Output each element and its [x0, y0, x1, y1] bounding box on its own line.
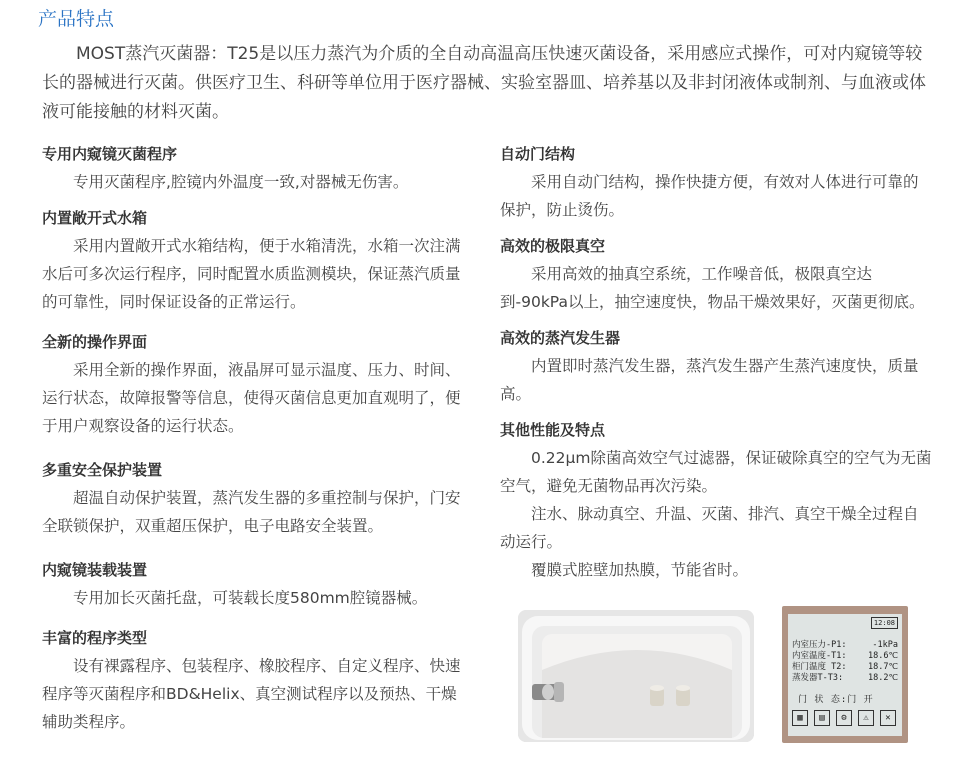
lcd-row-label: 内室温度-T1: [792, 651, 847, 661]
feature-title: 自动门结构 [500, 145, 576, 163]
feature-steam-generator [500, 326, 932, 408]
lcd-row [792, 662, 898, 672]
feature-loading [42, 558, 472, 612]
feature-water-tank [42, 206, 472, 316]
lcd-row-value: -1kPa [872, 640, 898, 650]
feature-text: 专用加长灭菌托盘，可装载长度580mm腔镜器械。 [73, 589, 428, 607]
warning-icon: ⚠ [858, 710, 874, 726]
grid-icon: ▦ [792, 710, 808, 726]
feature-endoscope-program [42, 142, 472, 196]
feature-text: 设有裸露程序、包装程序、橡胶程序、自定义程序、快速程序等灭菌程序和BD&Helix、真空测试程序以及预热、干燥辅助类程序。 [42, 657, 461, 731]
lcd-row-label: 柜门温度 T2: [792, 662, 847, 672]
lcd-row-label: 内室压力-P1: [792, 640, 847, 650]
lcd-icon-bar [792, 710, 898, 728]
lcd-clock: 12:08 [871, 617, 898, 629]
feature-text: 覆膜式腔壁加热膜，节能省时。 [531, 561, 749, 579]
right-column [500, 142, 932, 594]
feature-interface [42, 330, 472, 440]
section-heading: 产品特点 [38, 8, 115, 30]
lcd-row [792, 651, 898, 661]
feature-safety [42, 458, 472, 540]
feature-text: 专用灭菌程序,腔镜内外温度一致,对器械无伤害。 [73, 173, 409, 191]
feature-text: 0.22μm除菌高效空气过滤器，保证破除真空的空气为无菌空气，避免无菌物品再次污染。 [500, 449, 932, 495]
lcd-screen [788, 614, 902, 736]
feature-title: 专用内窥镜灭菌程序 [42, 145, 178, 163]
feature-other [500, 418, 932, 584]
lcd-row-value: 18.6℃ [867, 651, 898, 661]
feature-text: 超温自动保护装置，蒸汽发生器的多重控制与保护，门安全联锁保护，双重超压保护，电子电路安全装置。 [42, 489, 461, 535]
feature-auto-door [500, 142, 932, 224]
gear-icon: ⚙ [836, 710, 852, 726]
feature-title: 高效的极限真空 [500, 237, 606, 255]
feature-text: 内置即时蒸汽发生器，蒸汽发生器产生蒸汽速度快，质量高。 [500, 357, 919, 403]
lcd-row [792, 673, 898, 683]
feature-title: 丰富的程序类型 [42, 629, 148, 647]
feature-title: 多重安全保护装置 [42, 461, 163, 479]
water-tank-illustration [518, 610, 754, 742]
feature-text: 采用高效的抽真空系统，工作噪音低，极限真空达到-90kPa以上，抽空速度快，物品干燥效果好，灭菌更彻底。 [500, 265, 925, 311]
feature-text: 采用自动门结构，操作快捷方便，有效对人体进行可靠的保护，防止烫伤。 [500, 173, 919, 219]
tools-icon: ✕ [880, 710, 896, 726]
feature-title: 其他性能及特点 [500, 421, 606, 439]
feature-title: 全新的操作界面 [42, 333, 148, 351]
lcd-panel-photo [782, 606, 908, 743]
feature-vacuum [500, 234, 932, 316]
feature-text: 注水、脉动真空、升温、灭菌、排汽、真空干燥全过程自动运行。 [500, 505, 919, 551]
feature-program-types [42, 626, 472, 736]
lcd-row [792, 640, 898, 650]
intro-text [42, 40, 932, 127]
water-tank-photo [518, 610, 754, 742]
lcd-door-status: 门 状 态:门 开 [798, 695, 874, 705]
intro-paragraph: MOST蒸汽灭菌器：T25是以压力蒸汽为介质的全自动高温高压快速灭菌设备，采用感应式操作，可对内窥镜等较长的器械进行灭菌。供医疗卫生、科研等单位用于医疗器械、实验室器皿、培养基以及非封闭液体或制剂、与血液或体液可能接触的材料灭菌。 [42, 44, 926, 122]
left-column [42, 142, 472, 746]
feature-title: 内窥镜装载装置 [42, 561, 148, 579]
lcd-row-value: 18.2℃ [867, 673, 898, 683]
lcd-row-label: 蒸发器T-T3: [792, 673, 844, 683]
program-icon: ▤ [814, 710, 830, 726]
feature-text: 采用内置敞开式水箱结构，便于水箱清洗，水箱一次注满水后可多次运行程序，同时配置水质监测模块，保证蒸汽质量的可靠性，同时保证设备的正常运行。 [42, 237, 461, 311]
feature-title: 高效的蒸汽发生器 [500, 329, 621, 347]
lcd-row-value: 18.7℃ [867, 662, 898, 672]
feature-text: 采用全新的操作界面，液晶屏可显示温度、压力、时间、运行状态，故障报警等信息，使得灭菌信息更加直观明了，便于用户观察设备的运行状态。 [42, 361, 461, 435]
feature-title: 内置敞开式水箱 [42, 209, 148, 227]
